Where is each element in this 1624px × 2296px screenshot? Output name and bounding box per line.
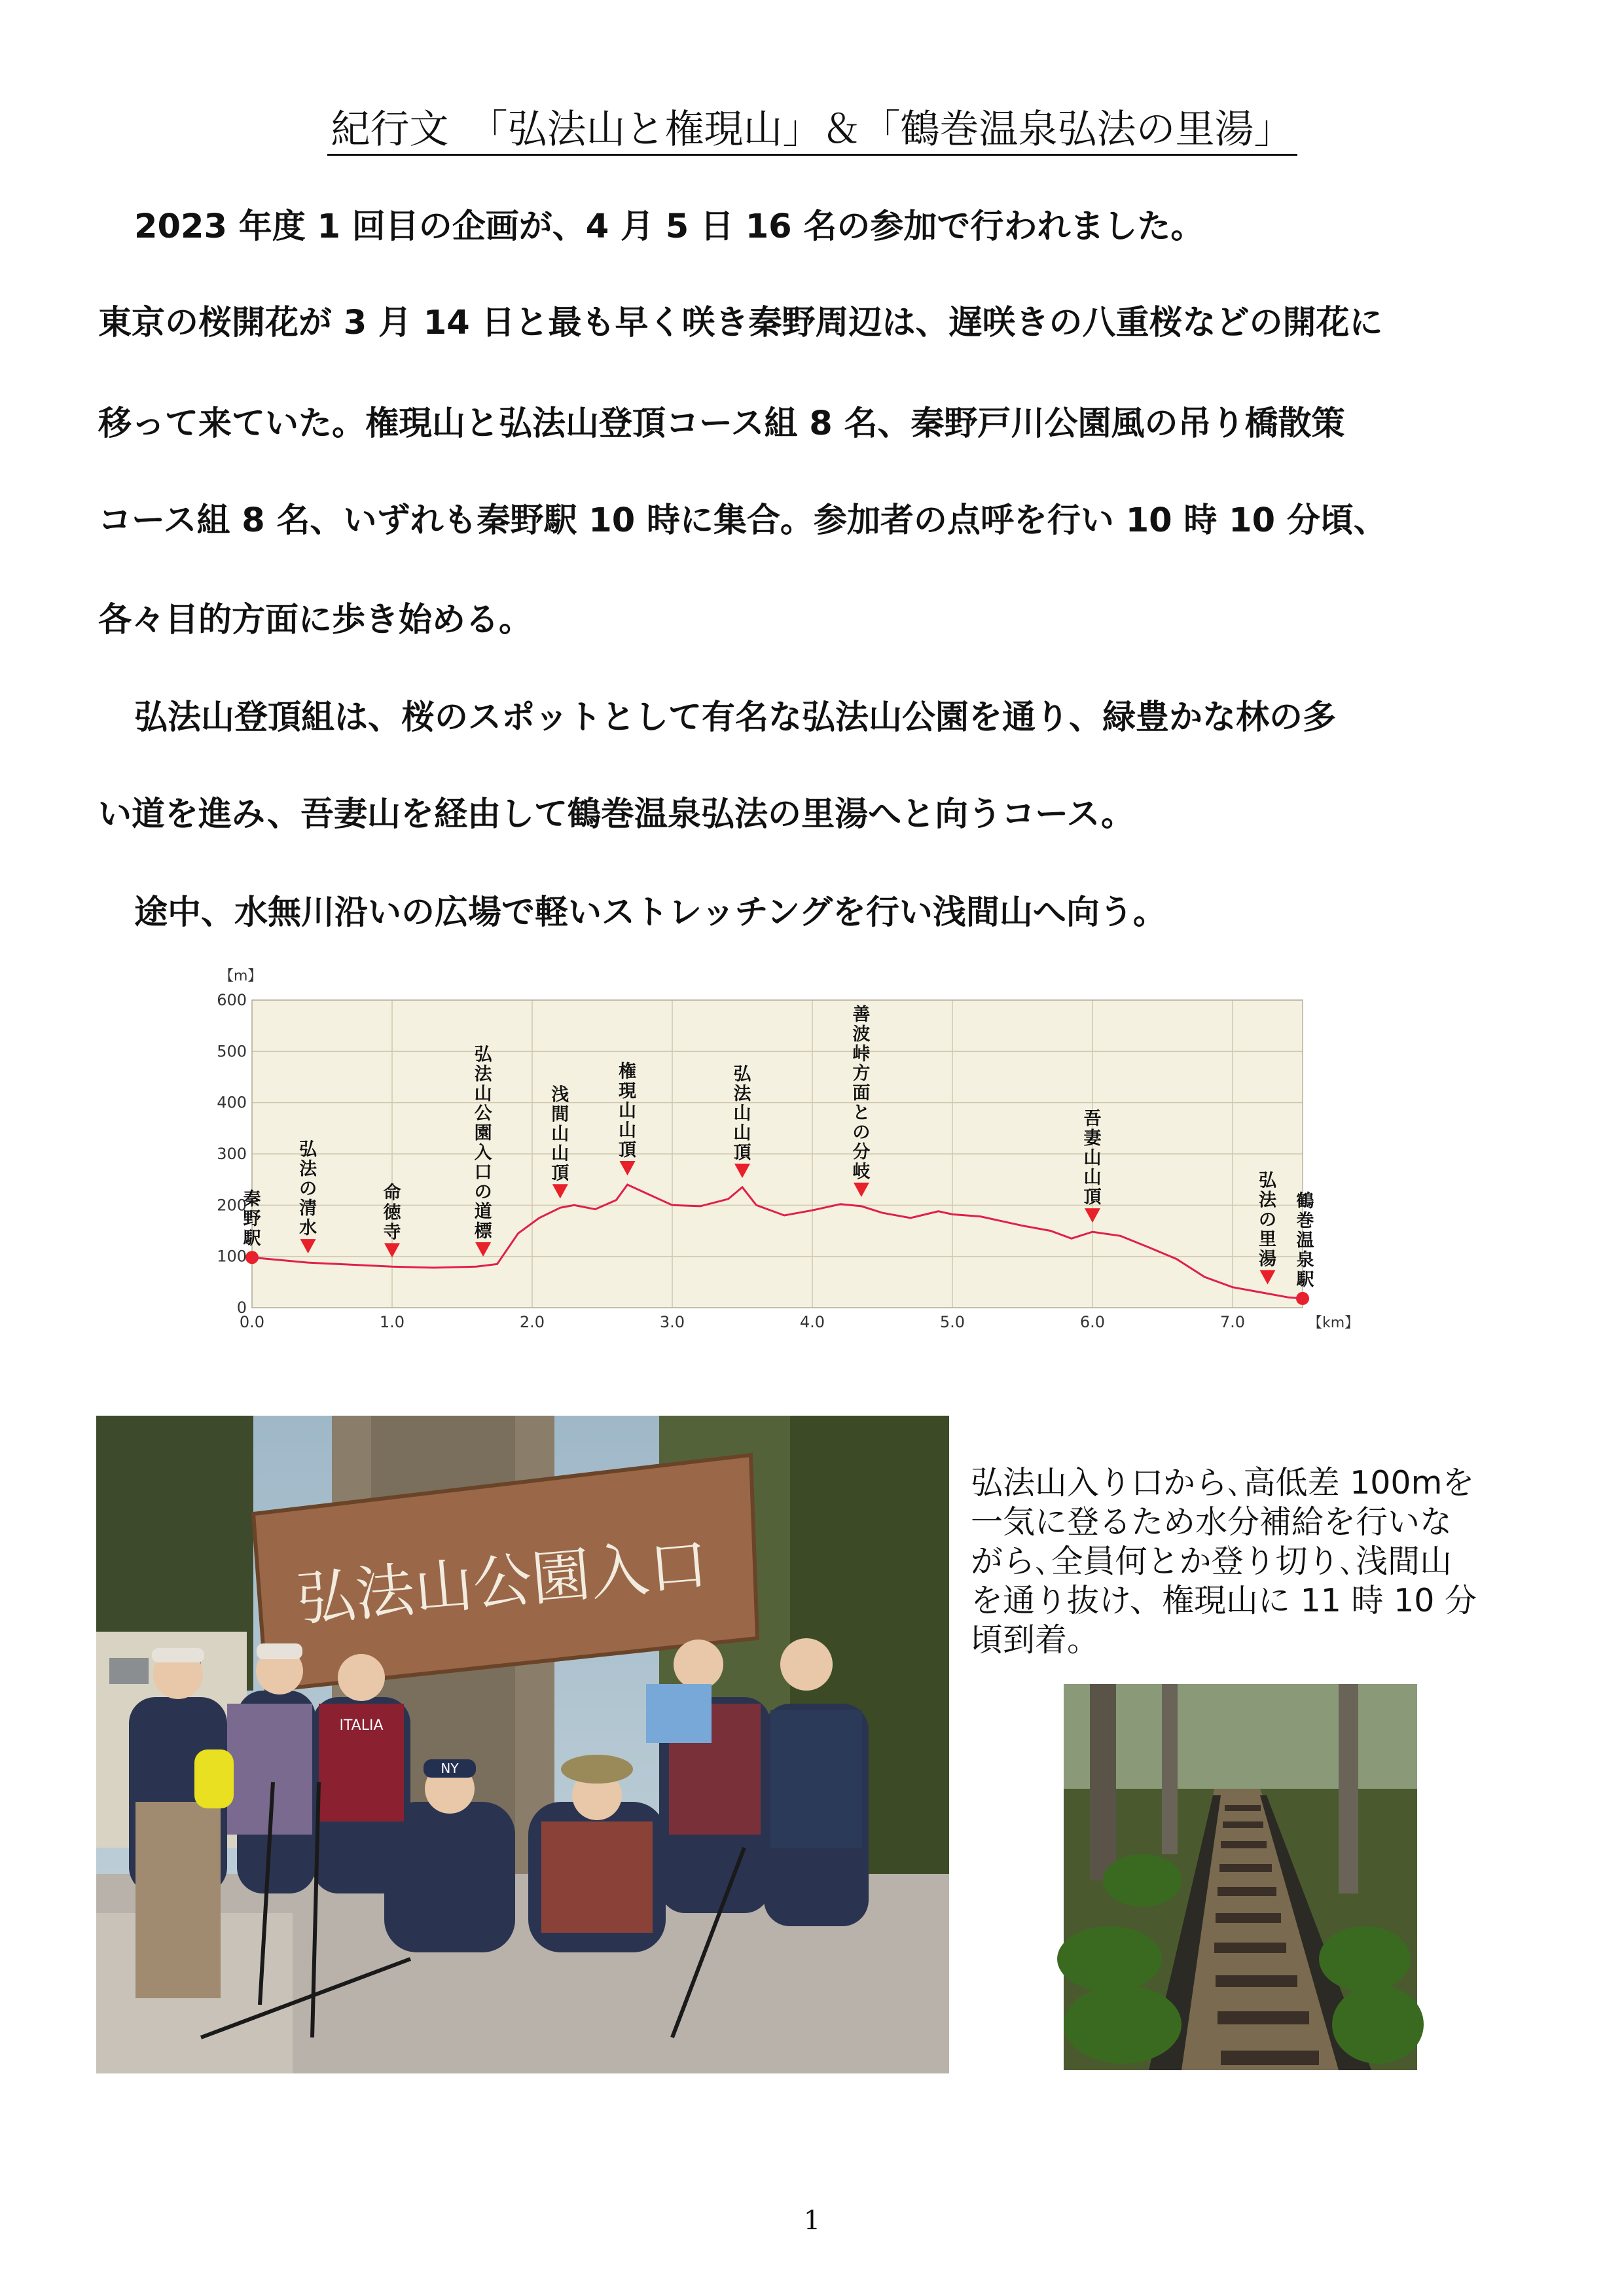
paragraph-line: 移って来ていた。権現山と弘法山登頂コース組 8 名、秦野戸川公園風の吊り橋散策 <box>98 404 1345 443</box>
paragraph-line: コース組 8 名、いずれも秦野駅 10 時に集合。参加者の点呼を行い 10 時 10 分頃、 <box>98 501 1387 540</box>
stairs-photo <box>1064 1684 1417 2070</box>
paragraph-line: 各々目的方面に歩き始める。 <box>98 601 533 639</box>
waypoint-label: 権現山山頂 <box>619 1062 637 1160</box>
caption-line: を通り抜け、権現山に 11 時 10 分 <box>971 1582 1477 1619</box>
paragraph-line: 東京の桜開花が 3 月 14 日と最も早く咲き秦野周辺は、遅咲きの八重桜などの開花に <box>98 304 1383 342</box>
paragraph-line: 弘法山登頂組は、桜のスポットとして有名な弘法山公園を通り、緑豊かな林の多 <box>134 698 1337 737</box>
y-tick-label: 600 <box>217 991 247 1009</box>
y-tick-label: 0 <box>236 1299 247 1317</box>
waypoint-label: 命徳寺 <box>383 1183 401 1243</box>
group-photo <box>96 1416 949 2073</box>
waypoint-label: 善波峠方面との分岐 <box>852 1004 871 1182</box>
waypoint-label: 吾妻山山頂 <box>1083 1109 1102 1208</box>
waypoint-label: 弘法の里湯 <box>1259 1170 1276 1270</box>
caption-line: 一気に登るため水分補給を行いな <box>971 1503 1453 1541</box>
x-tick-label: 0.0 <box>239 1313 265 1331</box>
waypoint-label: 弘法山公園入口の道標 <box>474 1045 492 1242</box>
page-number: 1 <box>803 2206 821 2236</box>
caption-line: 弘法山入り口から､高低差 100mを <box>971 1464 1475 1501</box>
sign-text: 弘法山公園入口 <box>294 1530 711 1635</box>
waypoint-label: 鶴巻温泉駅 <box>1296 1191 1314 1290</box>
paragraph-line: い道を進み、吾妻山を経由して鶴巻温泉弘法の里湯へと向うコース。 <box>98 795 1135 834</box>
y-tick-label: 400 <box>217 1093 247 1112</box>
cap-text: NY <box>441 1761 459 1776</box>
y-tick-label: 500 <box>217 1042 247 1061</box>
x-tick-label: 2.0 <box>519 1313 545 1331</box>
x-tick-label: 4.0 <box>799 1313 825 1331</box>
y-tick-label: 100 <box>217 1247 247 1266</box>
shirt-text: ITALIA <box>339 1717 384 1734</box>
y-tick-label: 200 <box>217 1196 247 1215</box>
x-axis-label: 【km】 <box>1308 1315 1360 1331</box>
x-tick-label: 1.0 <box>379 1313 405 1331</box>
waypoint-label: 弘法の清水 <box>299 1139 317 1239</box>
paragraph-line: 途中、水無川沿いの広場で軽いストレッチングを行い浅間山へ向う。 <box>134 893 1166 932</box>
caption-line: 頃到着。 <box>971 1621 1100 1659</box>
waypoint-label: 浅間山山頂 <box>551 1085 569 1184</box>
y-axis-label: 【m】 <box>219 968 262 984</box>
waypoint-label: 秦野駅 <box>243 1189 261 1249</box>
x-tick-label: 7.0 <box>1219 1313 1246 1331</box>
x-tick-label: 5.0 <box>939 1313 965 1331</box>
caption-line: がら､全員何とか登り切り､浅間山 <box>971 1543 1453 1580</box>
x-tick-label: 6.0 <box>1079 1313 1106 1331</box>
x-tick-label: 3.0 <box>659 1313 685 1331</box>
paragraph-line: 2023 年度 1 回目の企画が、4 月 5 日 16 名の参加で行われました。 <box>134 207 1204 246</box>
photo-caption <box>971 1463 1560 1660</box>
elevation-profile-chart <box>196 956 1360 1388</box>
waypoint-label: 弘法山山頂 <box>733 1064 751 1163</box>
y-tick-label: 300 <box>217 1145 247 1163</box>
document-title: 紀行文 「弘法山と権現山」＆「鶴巻温泉弘法の里湯」 <box>0 98 1624 154</box>
